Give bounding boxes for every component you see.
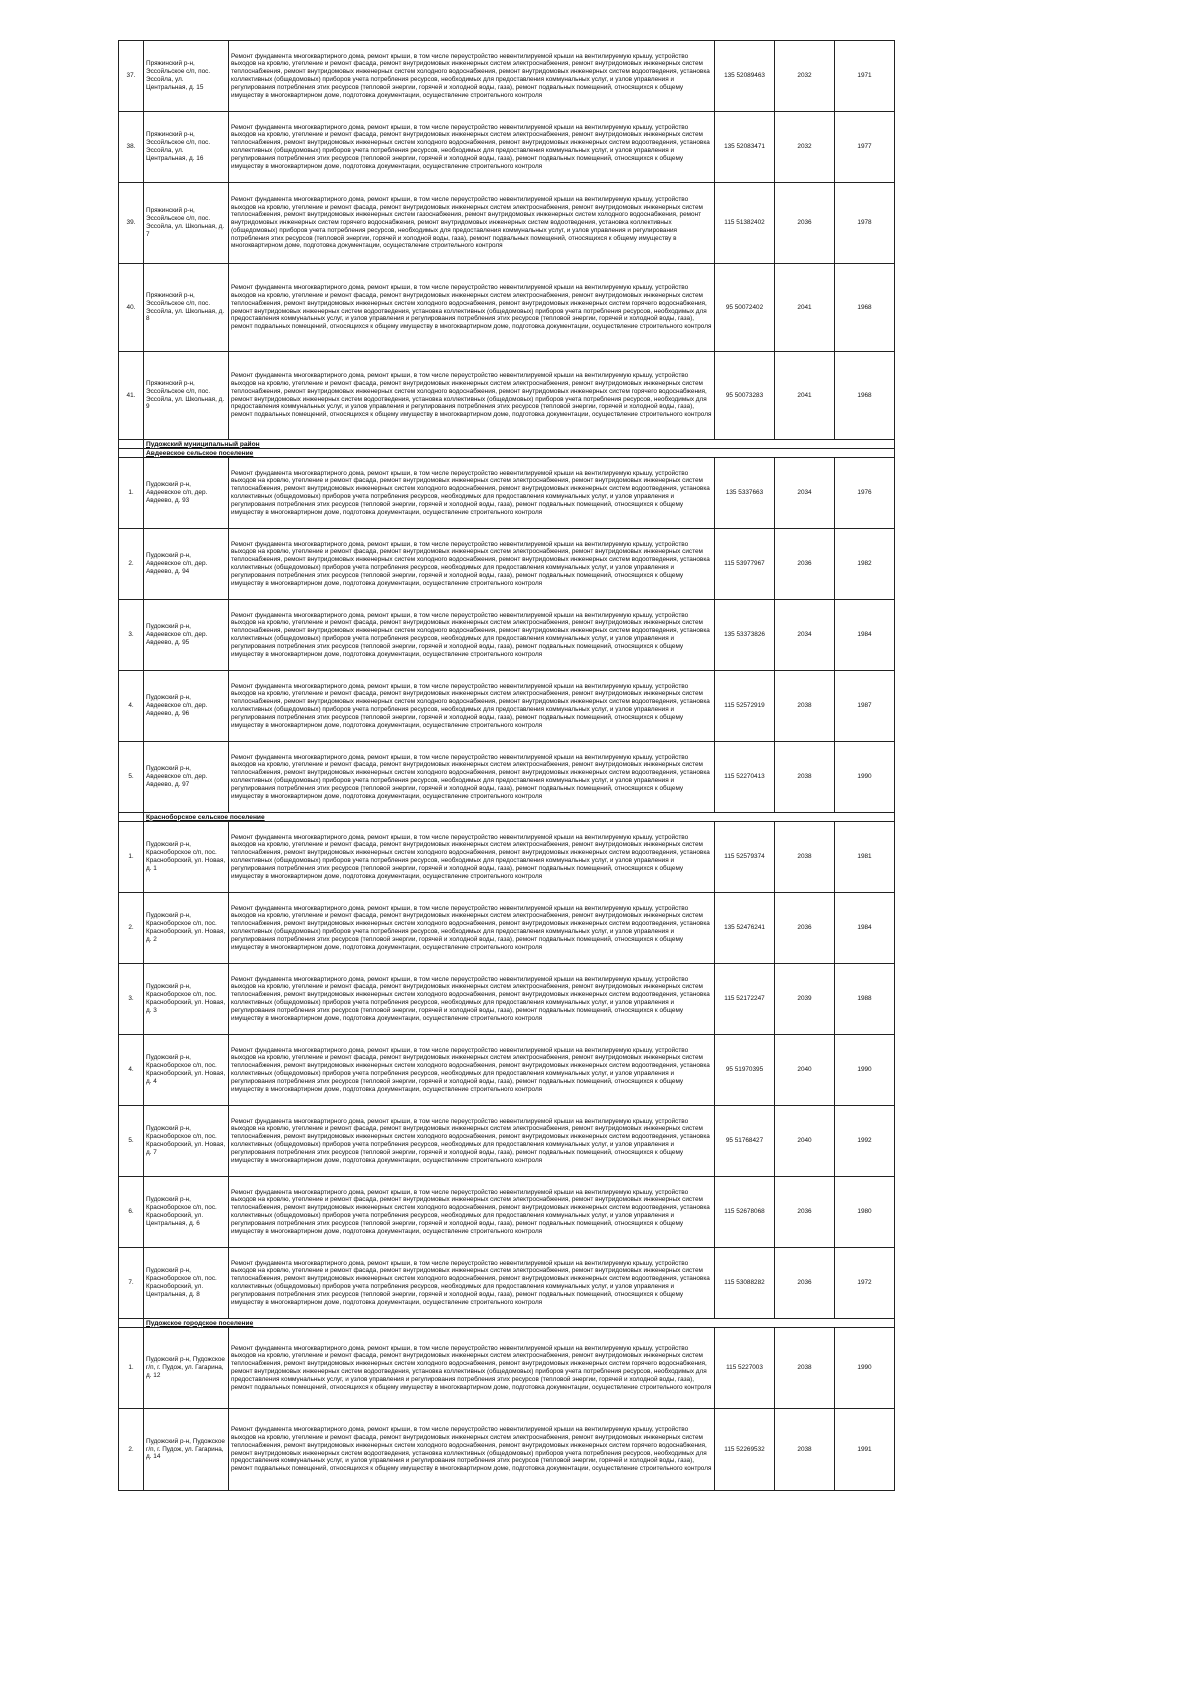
build-year-cell: 1988 (835, 964, 895, 1035)
work-description-cell: Ремонт фундамента многоквартирного дома, ремонт крыши, в том числе переустройство невентилируемой крыши на вентилируемую крышу, устройство выходов на кровлю, утепление и ремонт фасада, ремонт внутридомовых инженерных систем электроснабжения, ремонт внутридомовых инженерных систем теплоснабжения, ремонт внутридомовых инженерных систем холодного водоснабжения, ремонт внутридомовых инженерных систем водоотведения, установка коллективных (общедомовых) приборов учета потребления ресурсов, необходимых для предоставления коммунальных услуг, и узлов управления и регулирования потребления этих ресурсов (тепловой энергии, горячей и холодной воды, газа), ремонт подвальных помещений, относящихся к общему имуществу в многоквартирном доме, подготовка документации, осуществление строительного контроля (229, 742, 715, 813)
section-title: Пудожский муниципальный район (144, 440, 895, 449)
row-number: 1. (119, 1328, 144, 1409)
build-year-cell: 1976 (835, 458, 895, 529)
address-cell: Пряжинский р-н, Эссойльское с/п, пос. Эссойла, ул. Школьная, д. 8 (144, 264, 229, 352)
address-cell: Пудожский р-н, Красноборское с/п, пос. Красноборский, ул. Новая, д. 3 (144, 964, 229, 1035)
work-description-cell: Ремонт фундамента многоквартирного дома, ремонт крыши, в том числе переустройство невентилируемой крыши на вентилируемую крышу, устройство выходов на кровлю, утепление и ремонт фасада, ремонт внутридомовых инженерных систем электроснабжения, ремонт внутридомовых инженерных систем теплоснабжения, ремонт внутридомовых инженерных систем холодного водоснабжения, ремонт внутридомовых инженерных систем горячего водоснабжения, ремонт внутридомовых инженерных систем водоотведения, установка коллективных (общедомовых) приборов учета потребления ресурсов, необходимых для предоставления коммунальных услуг, и узлов управления и регулирования потребления этих ресурсов (тепловой энергии, горячей и холодной воды, газа), ремонт подвальных помещений, относящихся к общему имуществу в многоквартирном доме, подготовка документации, осуществление строительного контроля (229, 264, 715, 352)
table-row (119, 1248, 895, 1319)
section-header-row (119, 813, 895, 822)
build-year-cell: 1982 (835, 529, 895, 600)
row-number: 6. (119, 1177, 144, 1248)
work-description-cell: Ремонт фундамента многоквартирного дома, ремонт крыши, в том числе переустройство невентилируемой крыши на вентилируемую крышу, устройство выходов на кровлю, утепление и ремонт фасада, ремонт внутридомовых инженерных систем электроснабжения, ремонт внутридомовых инженерных систем теплоснабжения, ремонт внутридомовых инженерных систем холодного водоснабжения, ремонт внутридомовых инженерных систем водоотведения, установка коллективных (общедомовых) приборов учета потребления ресурсов, необходимых для предоставления коммунальных услуг, и узлов управления и регулирования потребления этих ресурсов (тепловой энергии, горячей и холодной воды, газа), ремонт подвальных помещений, относящихся к общему имуществу в многоквартирном доме, подготовка документации, осуществление строительного контроля (229, 964, 715, 1035)
build-year-cell: 1992 (835, 1106, 895, 1177)
work-description-cell: Ремонт фундамента многоквартирного дома, ремонт крыши, в том числе переустройство невентилируемой крыши на вентилируемую крышу, устройство выходов на кровлю, утепление и ремонт фасада, ремонт внутридомовых инженерных систем электроснабжения, ремонт внутридомовых инженерных систем теплоснабжения, ремонт внутридомовых инженерных систем холодного водоснабжения, ремонт внутридомовых инженерных систем водоотведения, установка коллективных (общедомовых) приборов учета потребления ресурсов, необходимых для предоставления коммунальных услуг, и узлов управления и регулирования потребления этих ресурсов (тепловой энергии, горячей и холодной воды, газа), ремонт подвальных помещений, относящихся к общему имуществу в многоквартирном доме, подготовка документации, осуществление строительного контроля (229, 600, 715, 671)
work-description-cell: Ремонт фундамента многоквартирного дома, ремонт крыши, в том числе переустройство невентилируемой крыши на вентилируемую крышу, устройство выходов на кровлю, утепление и ремонт фасада, ремонт внутридомовых инженерных систем электроснабжения, ремонт внутридомовых инженерных систем теплоснабжения, ремонт внутридомовых инженерных систем газоснабжения, ремонт внутридомовых инженерных систем холодного водоснабжения, ремонт внутридомовых инженерных систем горячего водоснабжения, ремонт внутридомовых инженерных систем водоотведения, установка коллективных (общедомовых) приборов учета потребления ресурсов, необходимых для предоставления коммунальных услуг, и узлов управления и регулирования потребления этих ресурсов (тепловой энергии, горячей и холодной воды, газа), ремонт подвальных помещений, относящихся к общему имуществу в многоквартирном доме, подготовка документации, осуществление строительного контроля (229, 183, 715, 264)
address-cell: Пудожский р-н, Авдеевское с/п, дер. Авдеево, д. 95 (144, 600, 229, 671)
cost-cell: 115 52572919 (715, 671, 775, 742)
row-number: 5. (119, 742, 144, 813)
cost-cell: 115 52269532 (715, 1409, 775, 1491)
row-number: 4. (119, 1035, 144, 1106)
capital-repair-table (118, 40, 895, 1491)
row-number: 1. (119, 822, 144, 893)
table-row (119, 1035, 895, 1106)
blank-number-cell (119, 449, 144, 458)
address-cell: Пудожский р-н, Авдеевское с/п, дер. Авдеево, д. 94 (144, 529, 229, 600)
section-title: Красноборское сельское поселение (144, 813, 895, 822)
repair-year-cell: 2041 (775, 264, 835, 352)
address-cell: Пудожский р-н, Красноборское с/п, пос. Красноборский, ул. Новая, д. 4 (144, 1035, 229, 1106)
build-year-cell: 1972 (835, 1248, 895, 1319)
build-year-cell: 1990 (835, 742, 895, 813)
repair-year-cell: 2036 (775, 1248, 835, 1319)
table-row (119, 183, 895, 264)
build-year-cell: 1968 (835, 264, 895, 352)
cost-cell: 135 5337663 (715, 458, 775, 529)
table-row (119, 600, 895, 671)
table-row (119, 742, 895, 813)
work-description-cell: Ремонт фундамента многоквартирного дома, ремонт крыши, в том числе переустройство невентилируемой крыши на вентилируемую крышу, устройство выходов на кровлю, утепление и ремонт фасада, ремонт внутридомовых инженерных систем электроснабжения, ремонт внутридомовых инженерных систем теплоснабжения, ремонт внутридомовых инженерных систем холодного водоснабжения, ремонт внутридомовых инженерных систем горячего водоснабжения, ремонт внутридомовых инженерных систем водоотведения, установка коллективных (общедомовых) приборов учета потребления ресурсов, необходимых для предоставления коммунальных услуг, и узлов управления и регулирования потребления этих ресурсов (тепловой энергии, горячей и холодной воды, газа), ремонт подвальных помещений, относящихся к общему имуществу в многоквартирном доме, подготовка документации, осуществление строительного контроля (229, 1328, 715, 1409)
table-row (119, 964, 895, 1035)
row-number: 2. (119, 529, 144, 600)
work-description-cell: Ремонт фундамента многоквартирного дома, ремонт крыши, в том числе переустройство невентилируемой крыши на вентилируемую крышу, устройство выходов на кровлю, утепление и ремонт фасада, ремонт внутридомовых инженерных систем электроснабжения, ремонт внутридомовых инженерных систем теплоснабжения, ремонт внутридомовых инженерных систем холодного водоснабжения, ремонт внутридомовых инженерных систем водоотведения, установка коллективных (общедомовых) приборов учета потребления ресурсов, необходимых для предоставления коммунальных услуг, и узлов управления и регулирования потребления этих ресурсов (тепловой энергии, горячей и холодной воды, газа), ремонт подвальных помещений, относящихся к общему имуществу в многоквартирном доме, подготовка документации, осуществление строительного контроля (229, 1248, 715, 1319)
section-title: Пудожское городское поселение (144, 1319, 895, 1328)
cost-cell: 135 52089463 (715, 41, 775, 112)
repair-year-cell: 2040 (775, 1106, 835, 1177)
build-year-cell: 1978 (835, 183, 895, 264)
repair-year-cell: 2041 (775, 352, 835, 440)
section-header-row (119, 1319, 895, 1328)
repair-year-cell: 2038 (775, 671, 835, 742)
table-row (119, 529, 895, 600)
row-number: 3. (119, 600, 144, 671)
row-number: 37. (119, 41, 144, 112)
row-number: 38. (119, 112, 144, 183)
table-row (119, 458, 895, 529)
work-description-cell: Ремонт фундамента многоквартирного дома, ремонт крыши, в том числе переустройство невентилируемой крыши на вентилируемую крышу, устройство выходов на кровлю, утепление и ремонт фасада, ремонт внутридомовых инженерных систем электроснабжения, ремонт внутридомовых инженерных систем теплоснабжения, ремонт внутридомовых инженерных систем холодного водоснабжения, ремонт внутридомовых инженерных систем водоотведения, установка коллективных (общедомовых) приборов учета потребления ресурсов, необходимых для предоставления коммунальных услуг, и узлов управления и регулирования потребления этих ресурсов (тепловой энергии, горячей и холодной воды, газа), ремонт подвальных помещений, относящихся к общему имуществу в многоквартирном доме, подготовка документации, осуществление строительного контроля (229, 671, 715, 742)
row-number: 40. (119, 264, 144, 352)
address-cell: Пудожский р-н, Красноборское с/п, пос. Красноборский, ул. Новая, д. 1 (144, 822, 229, 893)
repair-year-cell: 2038 (775, 1409, 835, 1491)
table-row (119, 1177, 895, 1248)
blank-number-cell (119, 813, 144, 822)
work-description-cell: Ремонт фундамента многоквартирного дома, ремонт крыши, в том числе переустройство невентилируемой крыши на вентилируемую крышу, устройство выходов на кровлю, утепление и ремонт фасада, ремонт внутридомовых инженерных систем электроснабжения, ремонт внутридомовых инженерных систем теплоснабжения, ремонт внутридомовых инженерных систем холодного водоснабжения, ремонт внутридомовых инженерных систем водоотведения, установка коллективных (общедомовых) приборов учета потребления ресурсов, необходимых для предоставления коммунальных услуг, и узлов управления и регулирования потребления этих ресурсов (тепловой энергии, горячей и холодной воды, газа), ремонт подвальных помещений, относящихся к общему имуществу в многоквартирном доме, подготовка документации, осуществление строительного контроля (229, 112, 715, 183)
work-description-cell: Ремонт фундамента многоквартирного дома, ремонт крыши, в том числе переустройство невентилируемой крыши на вентилируемую крышу, устройство выходов на кровлю, утепление и ремонт фасада, ремонт внутридомовых инженерных систем электроснабжения, ремонт внутридомовых инженерных систем теплоснабжения, ремонт внутридомовых инженерных систем холодного водоснабжения, ремонт внутридомовых инженерных систем водоотведения, установка коллективных (общедомовых) приборов учета потребления ресурсов, необходимых для предоставления коммунальных услуг, и узлов управления и регулирования потребления этих ресурсов (тепловой энергии, горячей и холодной воды, газа), ремонт подвальных помещений, относящихся к общему имуществу в многоквартирном доме, подготовка документации, осуществление строительного контроля (229, 1035, 715, 1106)
build-year-cell: 1984 (835, 600, 895, 671)
repair-year-cell: 2036 (775, 529, 835, 600)
work-description-cell: Ремонт фундамента многоквартирного дома, ремонт крыши, в том числе переустройство невентилируемой крыши на вентилируемую крышу, устройство выходов на кровлю, утепление и ремонт фасада, ремонт внутридомовых инженерных систем электроснабжения, ремонт внутридомовых инженерных систем теплоснабжения, ремонт внутридомовых инженерных систем холодного водоснабжения, ремонт внутридомовых инженерных систем водоотведения, установка коллективных (общедомовых) приборов учета потребления ресурсов, необходимых для предоставления коммунальных услуг, и узлов управления и регулирования потребления этих ресурсов (тепловой энергии, горячей и холодной воды, газа), ремонт подвальных помещений, относящихся к общему имуществу в многоквартирном доме, подготовка документации, осуществление строительного контроля (229, 893, 715, 964)
row-number: 2. (119, 1409, 144, 1491)
work-description-cell: Ремонт фундамента многоквартирного дома, ремонт крыши, в том числе переустройство невентилируемой крыши на вентилируемую крышу, устройство выходов на кровлю, утепление и ремонт фасада, ремонт внутридомовых инженерных систем электроснабжения, ремонт внутридомовых инженерных систем теплоснабжения, ремонт внутридомовых инженерных систем холодного водоснабжения, ремонт внутридомовых инженерных систем водоотведения, установка коллективных (общедомовых) приборов учета потребления ресурсов, необходимых для предоставления коммунальных услуг, и узлов управления и регулирования потребления этих ресурсов (тепловой энергии, горячей и холодной воды, газа), ремонт подвальных помещений, относящихся к общему имуществу в многоквартирном доме, подготовка документации, осуществление строительного контроля (229, 822, 715, 893)
repair-year-cell: 2032 (775, 112, 835, 183)
work-description-cell: Ремонт фундамента многоквартирного дома, ремонт крыши, в том числе переустройство невентилируемой крыши на вентилируемую крышу, устройство выходов на кровлю, утепление и ремонт фасада, ремонт внутридомовых инженерных систем электроснабжения, ремонт внутридомовых инженерных систем теплоснабжения, ремонт внутридомовых инженерных систем холодного водоснабжения, ремонт внутридомовых инженерных систем водоотведения, установка коллективных (общедомовых) приборов учета потребления ресурсов, необходимых для предоставления коммунальных услуг, и узлов управления и регулирования потребления этих ресурсов (тепловой энергии, горячей и холодной воды, газа), ремонт подвальных помещений, относящихся к общему имуществу в многоквартирном доме, подготовка документации, осуществление строительного контроля (229, 1106, 715, 1177)
address-cell: Пудожский р-н, Красноборское с/п, пос. Красноборский, ул. Центральная, д. 8 (144, 1248, 229, 1319)
repair-year-cell: 2039 (775, 964, 835, 1035)
section-header-row (119, 449, 895, 458)
cost-cell: 135 52083471 (715, 112, 775, 183)
cost-cell: 95 50073283 (715, 352, 775, 440)
build-year-cell: 1984 (835, 893, 895, 964)
repair-year-cell: 2038 (775, 1328, 835, 1409)
row-number: 1. (119, 458, 144, 529)
address-cell: Пудожский р-н, Красноборское с/п, пос. Красноборский, ул. Новая, д. 7 (144, 1106, 229, 1177)
repair-year-cell: 2034 (775, 600, 835, 671)
address-cell: Пудожский р-н, Пудожское г/п, г. Пудож, ул. Гагарина, д. 12 (144, 1328, 229, 1409)
build-year-cell: 1991 (835, 1409, 895, 1491)
cost-cell: 115 52172247 (715, 964, 775, 1035)
address-cell: Пудожский р-н, Пудожское г/п, г. Пудож, ул. Гагарина, д. 14 (144, 1409, 229, 1491)
repair-year-cell: 2038 (775, 822, 835, 893)
address-cell: Пудожский р-н, Авдеевское с/п, дер. Авдеево, д. 97 (144, 742, 229, 813)
address-cell: Пряжинский р-н, Эссойльское с/п, пос. Эссойла, ул. Школьная, д. 9 (144, 352, 229, 440)
work-description-cell: Ремонт фундамента многоквартирного дома, ремонт крыши, в том числе переустройство невентилируемой крыши на вентилируемую крышу, устройство выходов на кровлю, утепление и ремонт фасада, ремонт внутридомовых инженерных систем электроснабжения, ремонт внутридомовых инженерных систем теплоснабжения, ремонт внутридомовых инженерных систем холодного водоснабжения, ремонт внутридомовых инженерных систем водоотведения, установка коллективных (общедомовых) приборов учета потребления ресурсов, необходимых для предоставления коммунальных услуг, и узлов управления и регулирования потребления этих ресурсов (тепловой энергии, горячей и холодной воды, газа), ремонт подвальных помещений, относящихся к общему имуществу в многоквартирном доме, подготовка документации, осуществление строительного контроля (229, 41, 715, 112)
cost-cell: 115 52270413 (715, 742, 775, 813)
build-year-cell: 1968 (835, 352, 895, 440)
table-row (119, 1106, 895, 1177)
table-body (119, 41, 895, 1491)
row-number: 3. (119, 964, 144, 1035)
table-row (119, 893, 895, 964)
table-row (119, 671, 895, 742)
section-header-row (119, 440, 895, 449)
address-cell: Пряжинский р-н, Эссойльское с/п, пос. Эссойла, ул. Центральная, д. 16 (144, 112, 229, 183)
cost-cell: 115 53977967 (715, 529, 775, 600)
cost-cell: 115 52579374 (715, 822, 775, 893)
table-row (119, 1409, 895, 1491)
repair-year-cell: 2036 (775, 893, 835, 964)
table-row (119, 822, 895, 893)
table-row (119, 41, 895, 112)
repair-year-cell: 2032 (775, 41, 835, 112)
work-description-cell: Ремонт фундамента многоквартирного дома, ремонт крыши, в том числе переустройство невентилируемой крыши на вентилируемую крышу, устройство выходов на кровлю, утепление и ремонт фасада, ремонт внутридомовых инженерных систем электроснабжения, ремонт внутридомовых инженерных систем теплоснабжения, ремонт внутридомовых инженерных систем холодного водоснабжения, ремонт внутридомовых инженерных систем водоотведения, установка коллективных (общедомовых) приборов учета потребления ресурсов, необходимых для предоставления коммунальных услуг, и узлов управления и регулирования потребления этих ресурсов (тепловой энергии, горячей и холодной воды, газа), ремонт подвальных помещений, относящихся к общему имуществу в многоквартирном доме, подготовка документации, осуществление строительного контроля (229, 1177, 715, 1248)
cost-cell: 115 51382402 (715, 183, 775, 264)
row-number: 7. (119, 1248, 144, 1319)
address-cell: Пряжинский р-н, Эссойльское с/п, пос. Эссойла, ул. Центральная, д. 15 (144, 41, 229, 112)
address-cell: Пудожский р-н, Красноборское с/п, пос. Красноборский, ул. Новая, д. 2 (144, 893, 229, 964)
cost-cell: 135 52476241 (715, 893, 775, 964)
table-row (119, 352, 895, 440)
address-cell: Пряжинский р-н, Эссойльское с/п, пос. Эссойла, ул. Школьная, д. 7 (144, 183, 229, 264)
cost-cell: 95 51970395 (715, 1035, 775, 1106)
cost-cell: 95 51768427 (715, 1106, 775, 1177)
build-year-cell: 1987 (835, 671, 895, 742)
cost-cell: 135 53373826 (715, 600, 775, 671)
row-number: 41. (119, 352, 144, 440)
build-year-cell: 1971 (835, 41, 895, 112)
address-cell: Пудожский р-н, Авдеевское с/п, дер. Авдеево, д. 93 (144, 458, 229, 529)
build-year-cell: 1990 (835, 1328, 895, 1409)
build-year-cell: 1981 (835, 822, 895, 893)
cost-cell: 115 52678068 (715, 1177, 775, 1248)
repair-year-cell: 2038 (775, 742, 835, 813)
cost-cell: 95 50072402 (715, 264, 775, 352)
repair-year-cell: 2036 (775, 183, 835, 264)
blank-number-cell (119, 440, 144, 449)
table-row (119, 112, 895, 183)
work-description-cell: Ремонт фундамента многоквартирного дома, ремонт крыши, в том числе переустройство невентилируемой крыши на вентилируемую крышу, устройство выходов на кровлю, утепление и ремонт фасада, ремонт внутридомовых инженерных систем электроснабжения, ремонт внутридомовых инженерных систем теплоснабжения, ремонт внутридомовых инженерных систем холодного водоснабжения, ремонт внутридомовых инженерных систем горячего водоснабжения, ремонт внутридомовых инженерных систем водоотведения, установка коллективных (общедомовых) приборов учета потребления ресурсов, необходимых для предоставления коммунальных услуг, и узлов управления и регулирования потребления этих ресурсов (тепловой энергии, горячей и холодной воды, газа), ремонт подвальных помещений, относящихся к общему имуществу в многоквартирном доме, подготовка документации, осуществление строительного контроля (229, 1409, 715, 1491)
table-row (119, 1328, 895, 1409)
work-description-cell: Ремонт фундамента многоквартирного дома, ремонт крыши, в том числе переустройство невентилируемой крыши на вентилируемую крышу, устройство выходов на кровлю, утепление и ремонт фасада, ремонт внутридомовых инженерных систем электроснабжения, ремонт внутридомовых инженерных систем теплоснабжения, ремонт внутридомовых инженерных систем холодного водоснабжения, ремонт внутридомовых инженерных систем водоотведения, установка коллективных (общедомовых) приборов учета потребления ресурсов, необходимых для предоставления коммунальных услуг, и узлов управления и регулирования потребления этих ресурсов (тепловой энергии, горячей и холодной воды, газа), ремонт подвальных помещений, относящихся к общему имуществу в многоквартирном доме, подготовка документации, осуществление строительного контроля (229, 529, 715, 600)
row-number: 5. (119, 1106, 144, 1177)
repair-year-cell: 2036 (775, 1177, 835, 1248)
cost-cell: 115 5227003 (715, 1328, 775, 1409)
row-number: 2. (119, 893, 144, 964)
section-title: Авдеевское сельское поселение (144, 449, 895, 458)
work-description-cell: Ремонт фундамента многоквартирного дома, ремонт крыши, в том числе переустройство невентилируемой крыши на вентилируемую крышу, устройство выходов на кровлю, утепление и ремонт фасада, ремонт внутридомовых инженерных систем электроснабжения, ремонт внутридомовых инженерных систем теплоснабжения, ремонт внутридомовых инженерных систем холодного водоснабжения, ремонт внутридомовых инженерных систем водоотведения, установка коллективных (общедомовых) приборов учета потребления ресурсов, необходимых для предоставления коммунальных услуг, и узлов управления и регулирования потребления этих ресурсов (тепловой энергии, горячей и холодной воды, газа), ремонт подвальных помещений, относящихся к общему имуществу в многоквартирном доме, подготовка документации, осуществление строительного контроля (229, 458, 715, 529)
address-cell: Пудожский р-н, Авдеевское с/п, дер. Авдеево, д. 96 (144, 671, 229, 742)
cost-cell: 115 53088282 (715, 1248, 775, 1319)
row-number: 4. (119, 671, 144, 742)
build-year-cell: 1977 (835, 112, 895, 183)
table-row (119, 264, 895, 352)
blank-number-cell (119, 1319, 144, 1328)
row-number: 39. (119, 183, 144, 264)
build-year-cell: 1980 (835, 1177, 895, 1248)
build-year-cell: 1990 (835, 1035, 895, 1106)
work-description-cell: Ремонт фундамента многоквартирного дома, ремонт крыши, в том числе переустройство невентилируемой крыши на вентилируемую крышу, устройство выходов на кровлю, утепление и ремонт фасада, ремонт внутридомовых инженерных систем электроснабжения, ремонт внутридомовых инженерных систем теплоснабжения, ремонт внутридомовых инженерных систем холодного водоснабжения, ремонт внутридомовых инженерных систем горячего водоснабжения, ремонт внутридомовых инженерных систем водоотведения, установка коллективных (общедомовых) приборов учета потребления ресурсов, необходимых для предоставления коммунальных услуг, и узлов управления и регулирования потребления этих ресурсов (тепловой энергии, горячей и холодной воды, газа), ремонт подвальных помещений, относящихся к общему имуществу в многоквартирном доме, подготовка документации, осуществление строительного контроля (229, 352, 715, 440)
address-cell: Пудожский р-н, Красноборское с/п, пос. Красноборский, ул. Центральная, д. 6 (144, 1177, 229, 1248)
repair-year-cell: 2034 (775, 458, 835, 529)
repair-year-cell: 2040 (775, 1035, 835, 1106)
